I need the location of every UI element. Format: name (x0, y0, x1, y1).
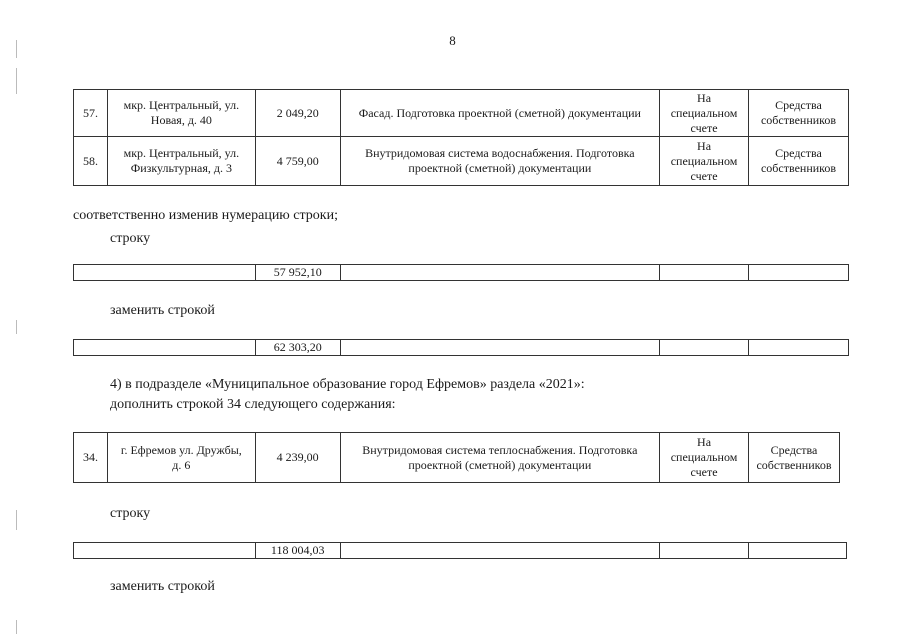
row-number: 57. (74, 90, 108, 137)
margin-mark (16, 68, 17, 94)
account-line: На (697, 90, 712, 105)
sum-row-table-2 (73, 339, 849, 356)
work-line: Внутридомовая система теплоснабжения. Подготовка (362, 442, 638, 457)
account-line: специальном (670, 450, 738, 464)
amount-cell: 2 049,20 (255, 90, 340, 137)
row-number: 58. (74, 137, 108, 186)
page-number: 8 (449, 33, 456, 48)
section-4-text: 4) в подразделе «Муниципальное образование город Ефремов» раздела «2021»: (110, 377, 585, 392)
sum-cell: 57 952,10 (255, 265, 340, 281)
empty-cell (660, 340, 749, 356)
address-line: г. Ефремов ул. Дружбы, (120, 442, 242, 457)
empty-cell (340, 340, 660, 356)
empty-cell (660, 265, 749, 281)
work-cell (340, 137, 659, 186)
table-row (74, 433, 840, 483)
empty-cell (749, 543, 847, 559)
empty-cell (749, 340, 849, 356)
account-cell (660, 137, 749, 186)
stroku-text: строку (110, 231, 151, 246)
work-line: Внутридомовая система водоснабжения. Подготовка (365, 146, 635, 160)
work-cell (340, 433, 659, 483)
address-line: мкр. Центральный, ул. (123, 98, 240, 112)
stroku-text: строку (110, 506, 151, 521)
table-row (74, 90, 849, 137)
empty-cell (74, 543, 256, 559)
work-line: проектной (сметной) документации (408, 457, 592, 472)
account-cell (660, 90, 749, 137)
account-line: На (697, 138, 712, 153)
work-table-2 (73, 432, 840, 483)
address-line: Физкультурная, д. 3 (130, 161, 232, 175)
table-row (74, 137, 849, 186)
source-cell (749, 433, 840, 483)
source-line: Средства (770, 442, 818, 457)
margin-mark (16, 320, 17, 334)
work-line: Фасад. Подготовка проектной (сметной) документации (358, 105, 641, 120)
empty-cell (74, 265, 256, 281)
account-line: специальном (670, 153, 738, 168)
source-line: Средства (775, 98, 822, 112)
sum-row-table-1 (73, 264, 849, 281)
replace-text: заменить строкой (110, 303, 215, 318)
margin-mark (16, 510, 17, 530)
amount-cell: 4 239,00 (255, 433, 340, 483)
table-row (74, 340, 849, 356)
address-cell (107, 90, 255, 137)
address-cell (107, 137, 255, 186)
sum-cell: 62 303,20 (255, 340, 340, 356)
work-table-1 (73, 89, 849, 186)
row-number: 34. (74, 433, 108, 483)
address-cell (107, 433, 255, 483)
sum-cell: 118 004,03 (255, 543, 340, 559)
account-line: счете (690, 120, 718, 135)
source-line: собственников (760, 113, 837, 127)
amount-cell: 4 759,00 (255, 137, 340, 186)
source-line: собственников (760, 161, 837, 175)
table-row (74, 265, 849, 281)
work-line: проектной (сметной) документации (408, 161, 592, 175)
margin-mark (16, 40, 17, 58)
work-cell (340, 90, 659, 137)
empty-cell (660, 543, 749, 559)
account-line: специальном (670, 105, 738, 120)
account-line: счете (690, 168, 718, 183)
source-cell (749, 137, 849, 186)
margin-mark (16, 620, 17, 634)
empty-cell (749, 265, 849, 281)
replace-text: заменить строкой (110, 579, 215, 594)
account-cell (660, 433, 749, 483)
empty-cell (340, 543, 660, 559)
account-line: На (697, 435, 712, 449)
address-line: мкр. Центральный, ул. (123, 146, 240, 160)
source-line: Средства (775, 146, 822, 160)
empty-cell (340, 265, 660, 281)
address-line: Новая, д. 40 (150, 113, 212, 127)
table-row (74, 543, 847, 559)
source-cell (749, 90, 849, 137)
renumber-text: соответственно изменив нумерацию строки; (73, 208, 338, 223)
sum-row-table-3 (73, 542, 847, 559)
address-line: д. 6 (172, 457, 191, 472)
account-line: счете (690, 465, 718, 479)
add-row-text: дополнить строкой 34 следующего содержания: (110, 397, 396, 412)
empty-cell (74, 340, 256, 356)
source-line: собственников (756, 457, 832, 472)
